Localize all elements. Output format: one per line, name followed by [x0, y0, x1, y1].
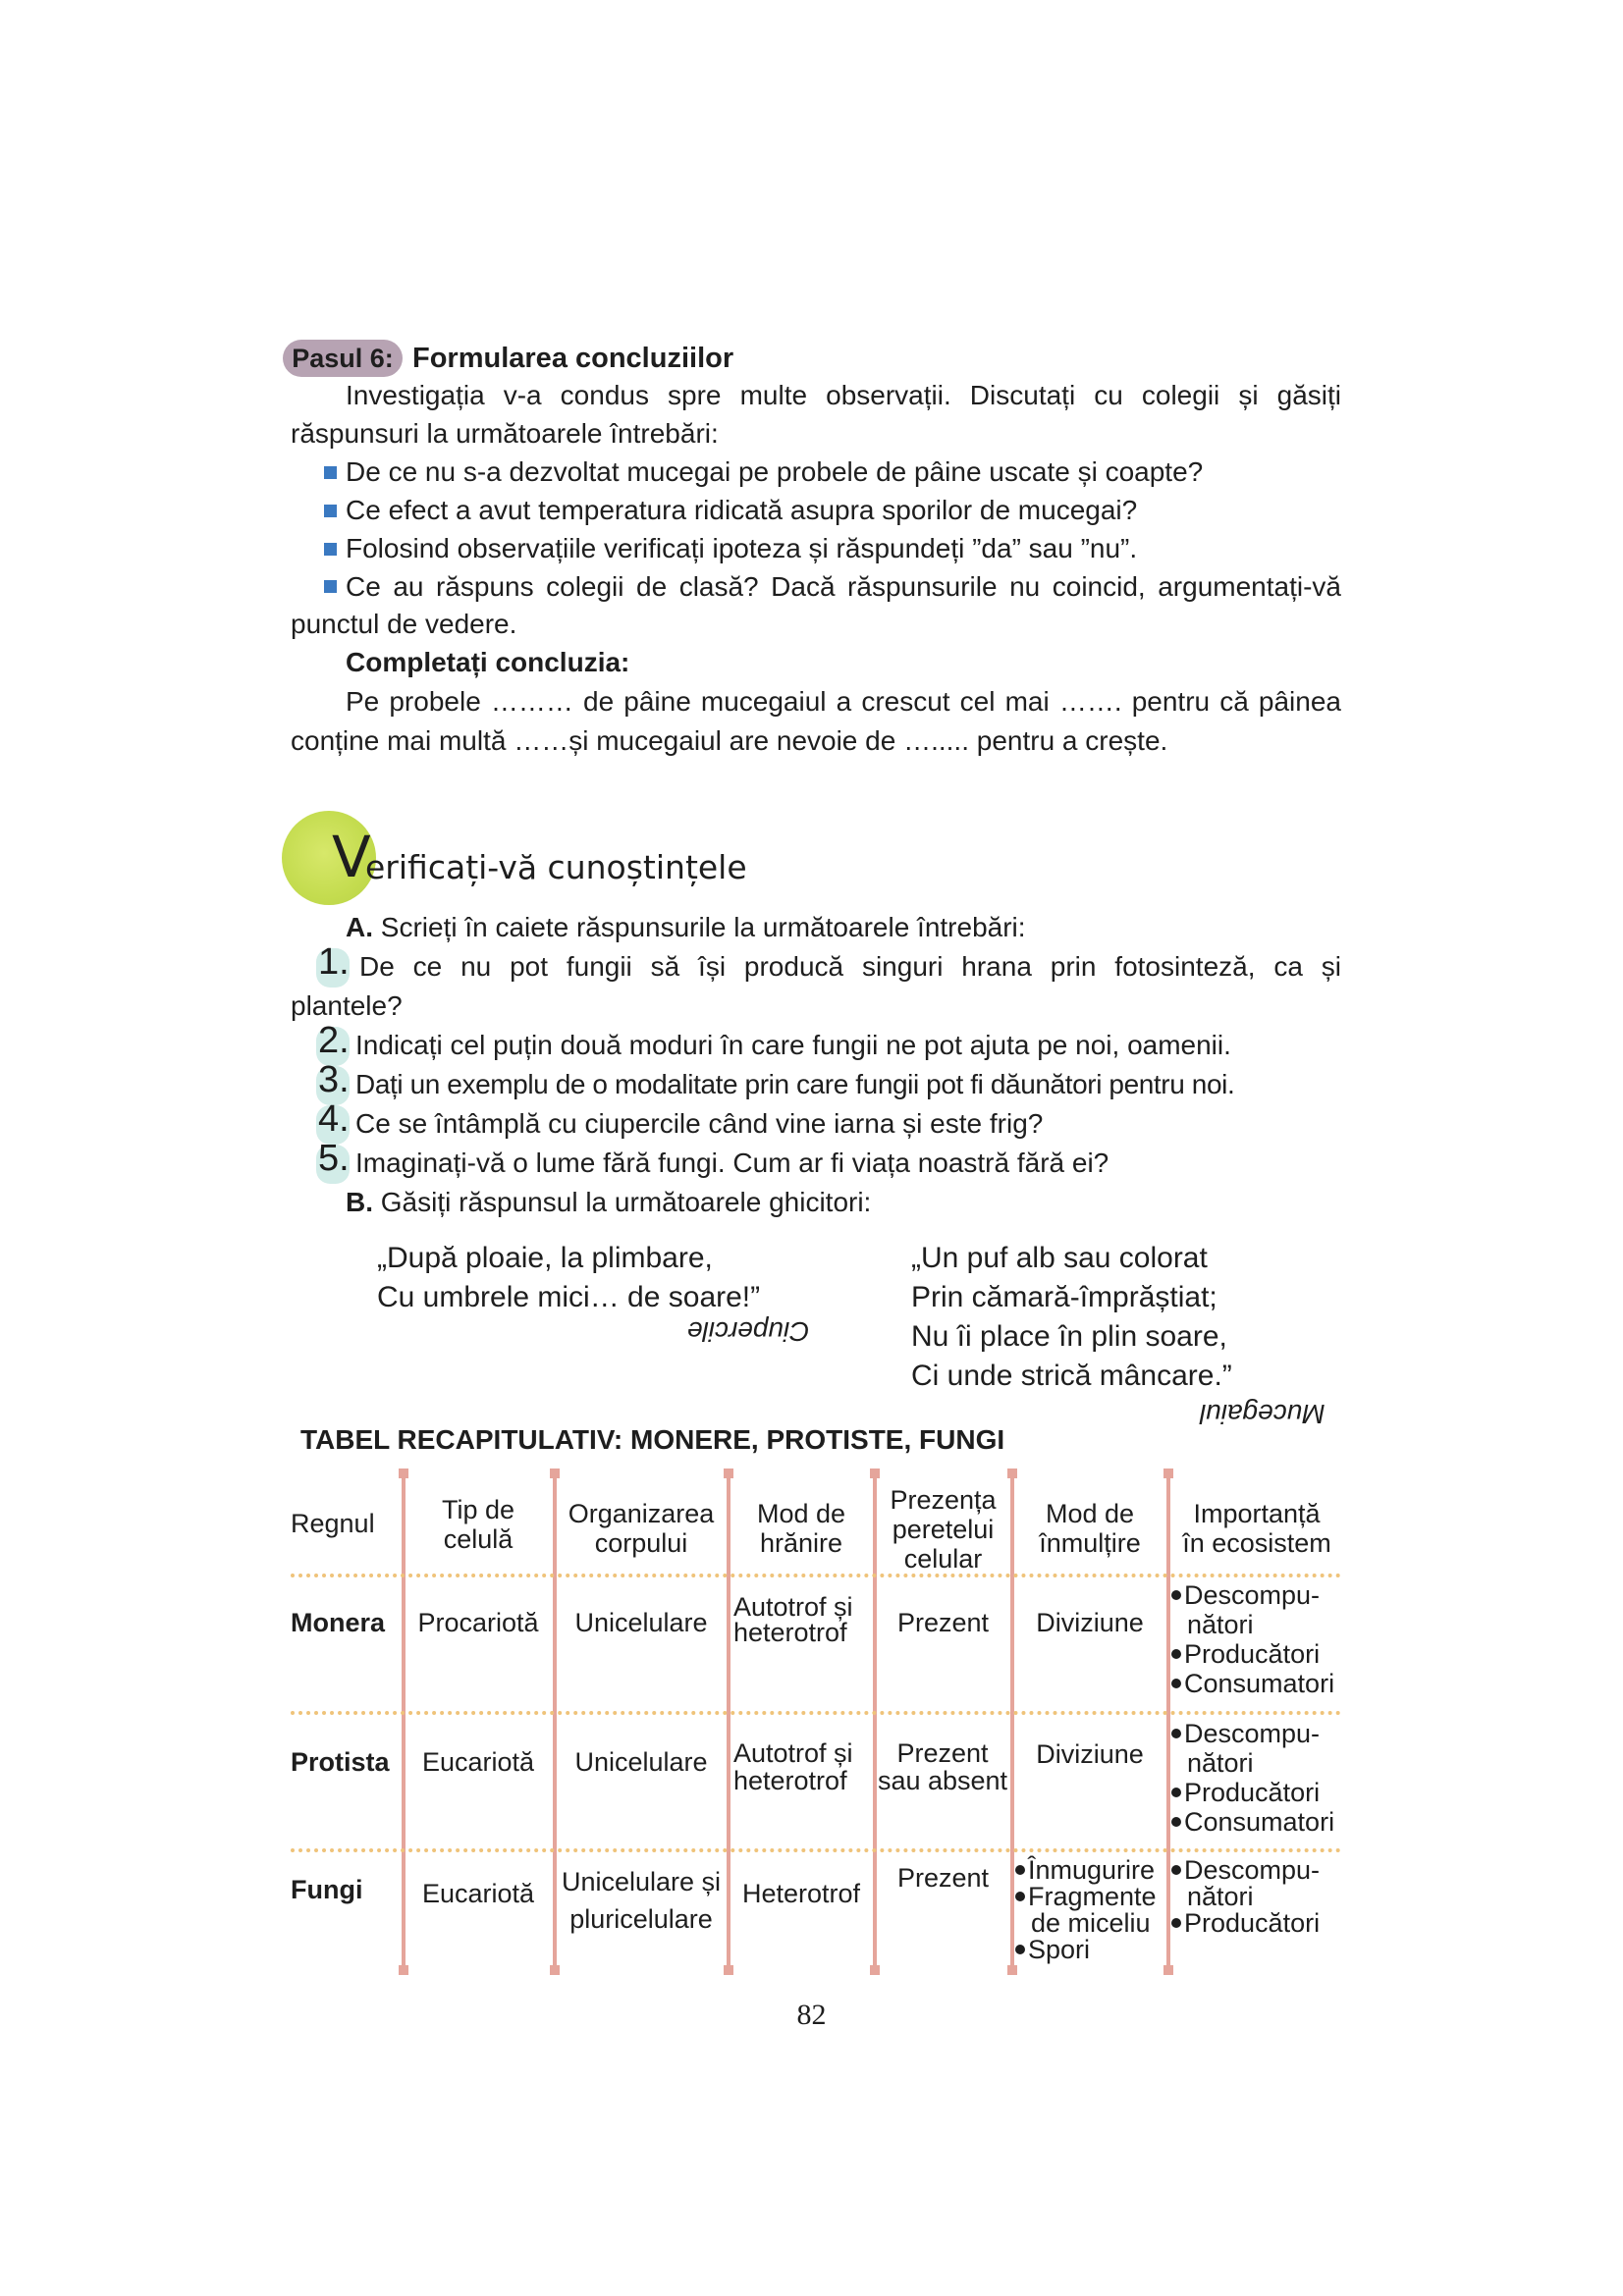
row-monera-feeding: Autotrof și heterotrof — [733, 1592, 853, 1647]
header-kingdom: Regnul — [291, 1509, 375, 1538]
conclusion-line-1: Pe probele ……… de pâine mucegaiul a crescut cel mai ……. pentru că pâinea — [346, 686, 1341, 717]
intro-line-2: răspunsuri la următoarele întrebări: — [291, 418, 719, 449]
bullet-dot-icon — [1171, 1679, 1181, 1688]
question-4-cont: punctul de vedere. — [291, 609, 517, 639]
riddle-2-line-1: „Un puf alb sau colorat — [911, 1242, 1208, 1274]
item-number: 5. — [318, 1138, 350, 1179]
divider-cap — [1163, 1468, 1173, 1478]
riddle-2-answer: Mucegaiul — [1200, 1399, 1325, 1429]
riddle-2-line-2: Prin cămară-împrăștiat; — [911, 1281, 1217, 1313]
divider-cap — [1163, 1965, 1173, 1975]
riddle-1-line-2: Cu umbrele mici… de soare!” — [377, 1281, 761, 1313]
bullet-dot-icon — [1171, 1729, 1181, 1738]
item-number: 2. — [318, 1020, 350, 1061]
row-divider — [291, 1848, 1341, 1852]
riddle-2-line-4: Ci unde strică mâncare.” — [911, 1360, 1232, 1392]
bullet-dot-icon — [1171, 1649, 1181, 1659]
row-protista-cell: Eucariotă — [421, 1747, 535, 1777]
row-divider — [291, 1574, 1341, 1577]
row-monera-body: Unicelulare — [574, 1608, 708, 1637]
part-a-item-3: Dați un exemplu de o modalitate prin care fungii pot fi dăunători pentru noi. — [355, 1069, 1235, 1099]
row-monera-cell: Procariotă — [417, 1608, 539, 1637]
row-fungi-feeding: Heterotrof — [741, 1879, 861, 1908]
divider-cap — [870, 1468, 880, 1478]
header-cell-type: Tip de celulă — [441, 1495, 515, 1554]
bullet-dot-icon — [1171, 1817, 1181, 1827]
conclusion-line-2: conține mai multă ……și mucegaiul are nevoie de …..... pentru a crește. — [291, 725, 1168, 756]
section-heading: erificați-vă cunoștințele — [365, 848, 747, 886]
square-bullet-icon — [324, 580, 337, 593]
riddle-1-line-1: „După ploaie, la plimbare, — [377, 1242, 713, 1274]
row-monera-importance: Descompu- nători Producători Consumatori — [1171, 1580, 1334, 1698]
header-feeding: Mod de hrănire — [756, 1499, 846, 1558]
divider-cap — [1007, 1468, 1017, 1478]
row-monera-kingdom: Monera — [291, 1608, 386, 1637]
row-monera-reproduction: Diviziune — [1036, 1608, 1144, 1637]
section-initial-letter: V — [332, 824, 371, 890]
row-fungi-wall: Prezent — [896, 1863, 990, 1893]
bullet-dot-icon — [1171, 1590, 1181, 1600]
bullet-dot-icon — [1171, 1918, 1181, 1928]
row-fungi-reproduction: Înmugurire Fragmente de miceliu Spori — [1015, 1857, 1157, 1963]
page-number: 82 — [796, 1999, 827, 2031]
riddle-2-line-3: Nu îi place în plin soare, — [911, 1320, 1227, 1353]
row-protista-feeding: Autotrof și heterotrof — [733, 1738, 853, 1795]
part-a-item-5: Imaginați-vă o lume fără fungi. Cum ar fi viața noastră fără ei? — [355, 1148, 1109, 1178]
row-protista-body: Unicelulare — [574, 1747, 708, 1777]
row-monera-wall: Prezent — [896, 1608, 990, 1637]
bullet-dot-icon — [1015, 1945, 1025, 1954]
row-fungi-importance: Descompu- nători Producători — [1171, 1857, 1320, 1937]
bullet-dot-icon — [1171, 1788, 1181, 1797]
divider-cap — [1007, 1965, 1017, 1975]
step-title: Formularea concluziilor — [412, 343, 734, 374]
item-number: 1. — [318, 941, 350, 983]
header-reproduction: Mod de înmulțire — [1039, 1499, 1141, 1558]
part-a-item-1-cont: plantele? — [291, 990, 403, 1021]
header-body: Organizarea corpului — [568, 1499, 715, 1558]
row-protista-kingdom: Protista — [291, 1747, 390, 1777]
question-3: Folosind observațiile verificați ipoteza și răspundeți ”da” sau ”nu”. — [346, 533, 1138, 563]
row-protista-wall: Prezent sau absent — [877, 1738, 1008, 1795]
divider-cap — [870, 1965, 880, 1975]
item-number: 3. — [318, 1059, 350, 1100]
divider-cap — [399, 1965, 408, 1975]
table-title: TABEL RECAPITULATIV: MONERE, PROTISTE, FUNGI — [300, 1424, 1005, 1455]
row-protista-importance: Descompu- nători Producători Consumatori — [1171, 1719, 1334, 1837]
row-fungi-cell: Eucariotă — [421, 1879, 535, 1908]
header-importance: Importanță în ecosistem — [1182, 1499, 1331, 1558]
row-divider — [291, 1711, 1341, 1715]
row-protista-reproduction: Diviziune — [1036, 1739, 1144, 1769]
divider-cap — [550, 1468, 560, 1478]
bullet-dot-icon — [1015, 1865, 1025, 1875]
bullet-dot-icon — [1171, 1865, 1181, 1875]
part-a-label: A. Scrieți în caiete răspunsurile la următoarele întrebări: — [346, 912, 1026, 942]
question-1: De ce nu s-a dezvoltat mucegai pe probele de pâine uscate și coapte? — [346, 456, 1204, 487]
bullet-dot-icon — [1015, 1892, 1025, 1901]
square-bullet-icon — [324, 466, 337, 479]
part-b-label: B. Găsiți răspunsul la următoarele ghicitori: — [346, 1187, 872, 1217]
part-a-item-4: Ce se întâmplă cu ciupercile când vine iarna și este frig? — [355, 1108, 1044, 1139]
divider-cap — [724, 1468, 733, 1478]
part-a-item-1: De ce nu pot fungii să își producă singuri hrana prin fotosinteză, ca și — [359, 951, 1341, 982]
header-cell-wall: Prezența peretelui celular — [890, 1485, 997, 1574]
row-fungi-kingdom: Fungi — [291, 1875, 363, 1904]
item-number: 4. — [318, 1098, 350, 1140]
square-bullet-icon — [324, 505, 337, 517]
step-badge: Pasul 6: — [283, 340, 403, 377]
divider-cap — [724, 1965, 733, 1975]
divider-cap — [399, 1468, 408, 1478]
part-a-item-2: Indicați cel puțin două moduri în care fungii ne pot ajuta pe noi, oamenii. — [355, 1030, 1231, 1060]
row-fungi-body: Unicelulare și pluricelulare — [561, 1867, 722, 1934]
question-4: Ce au răspuns colegii de clasă? Dacă răspunsurile nu coincid, argumentați-vă — [346, 571, 1341, 602]
divider-cap — [550, 1965, 560, 1975]
intro-line-1: Investigația v-a condus spre multe observații. Discutați cu colegii și găsiți — [346, 380, 1341, 410]
square-bullet-icon — [324, 543, 337, 556]
conclusion-heading: Completați concluzia: — [346, 647, 630, 677]
question-2: Ce efect a avut temperatura ridicată asupra sporilor de mucegai? — [346, 495, 1138, 525]
riddle-1-answer: Ciupercile — [687, 1316, 810, 1347]
